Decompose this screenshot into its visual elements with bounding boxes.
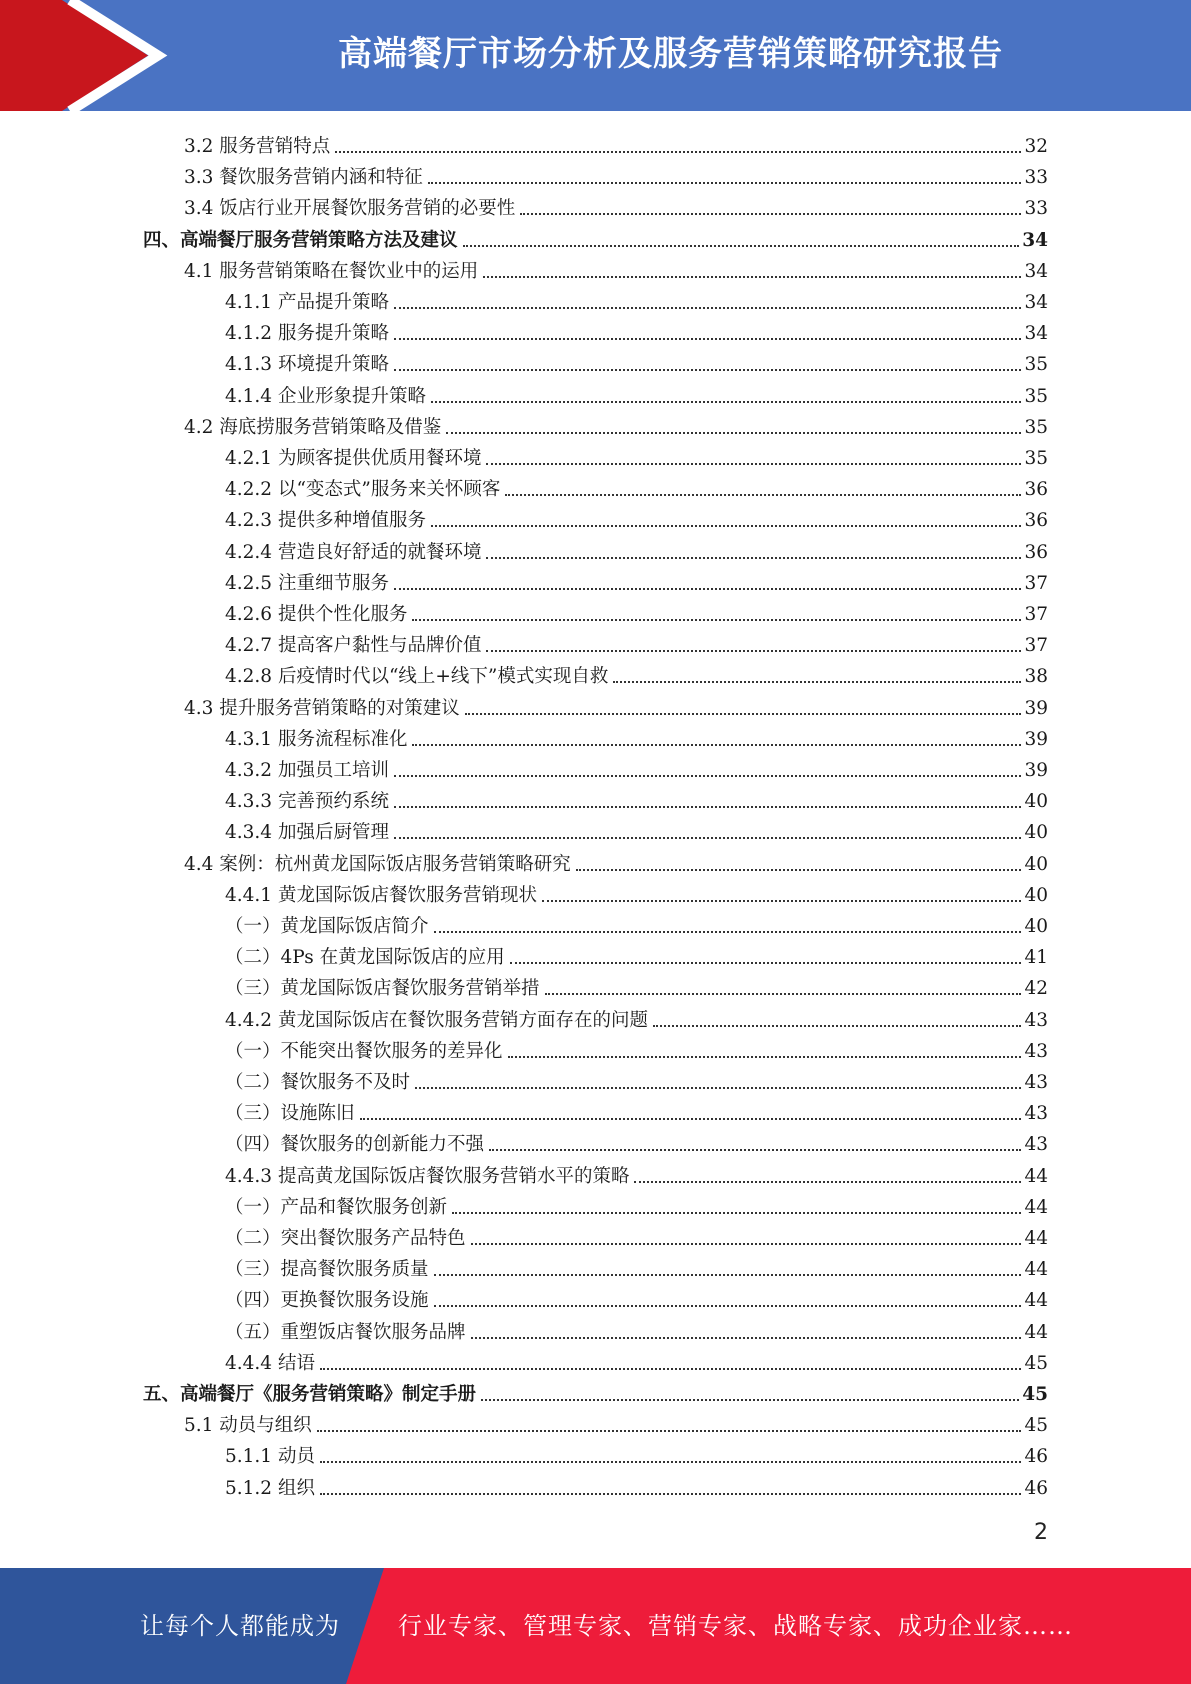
toc-entry[interactable] [225, 439, 1048, 470]
toc-entry-title: （三）黄龙国际饭店餐饮服务营销举措 [225, 978, 540, 1000]
toc-entry[interactable] [225, 876, 1048, 907]
toc-entry-title: 4.1.3 环境提升策略 [225, 354, 389, 376]
toc-entry[interactable] [143, 1375, 1048, 1406]
toc-entry-page: 45 [1022, 1384, 1048, 1405]
toc-leader-dots [394, 369, 1021, 371]
toc-entry-page: 36 [1024, 479, 1048, 501]
toc-leader-dots [634, 1181, 1021, 1183]
toc-entry-title: 4.1.2 服务提升策略 [225, 323, 389, 345]
toc-entry[interactable] [225, 720, 1048, 751]
footer-banner [0, 1568, 1191, 1684]
toc-entry-page: 33 [1024, 198, 1048, 220]
toc-entry-page: 34 [1024, 323, 1048, 345]
toc-entry-page: 40 [1024, 822, 1048, 844]
toc-leader-dots [434, 931, 1022, 933]
toc-entry[interactable] [225, 657, 1048, 688]
toc-entry-title: 4.2.4 营造良好舒适的就餐环境 [225, 541, 482, 563]
page-number: 2 [1034, 1520, 1048, 1545]
toc-entry[interactable] [225, 377, 1048, 408]
toc-entry[interactable] [225, 1094, 1048, 1125]
toc-entry[interactable] [184, 408, 1048, 439]
toc-entry-title: 5.1.2 组织 [225, 1477, 315, 1499]
toc-leader-dots [320, 1461, 1022, 1463]
toc-entry-page: 35 [1024, 448, 1048, 469]
toc-entry-page: 40 [1024, 853, 1048, 875]
toc-entry-title: 4.4.1 黄龙国际饭店餐饮服务营销现状 [225, 884, 537, 906]
toc-entry[interactable] [225, 1063, 1048, 1094]
toc-leader-dots [471, 1243, 1022, 1245]
toc-entry[interactable] [225, 595, 1048, 626]
toc-leader-dots [576, 869, 1022, 871]
toc-leader-dots [320, 1493, 1022, 1495]
toc-entry[interactable] [184, 1406, 1048, 1437]
toc-entry-page: 43 [1024, 1134, 1048, 1156]
toc-entry[interactable] [225, 345, 1048, 376]
toc-entry[interactable] [225, 969, 1048, 1000]
toc-entry-title: 四、高端餐厅服务营销策略方法及建议 [143, 229, 458, 251]
toc-entry[interactable] [184, 127, 1048, 158]
toc-entry-page: 36 [1024, 510, 1048, 532]
toc-leader-dots [394, 775, 1021, 777]
toc-entry-title: 4.4.4 结语 [225, 1352, 315, 1374]
toc-leader-dots [394, 307, 1021, 309]
toc-entry[interactable] [225, 564, 1048, 595]
toc-entry-page: 46 [1024, 1446, 1048, 1468]
toc-entry-title: 4.2.7 提高客户黏性与品牌价值 [225, 635, 482, 657]
toc-entry-title: 4.3 提升服务营销策略的对策建议 [184, 697, 460, 719]
toc-leader-dots [542, 900, 1021, 902]
toc-entry-page: 40 [1024, 916, 1048, 937]
toc-leader-dots [360, 1118, 1022, 1120]
toc-entry-title: （四）更换餐饮服务设施 [225, 1290, 429, 1312]
toc-entry-title: 4.1 服务营销策略在餐饮业中的运用 [184, 260, 479, 282]
toc-entry-page: 39 [1024, 760, 1048, 781]
toc-entry-page: 44 [1024, 1228, 1048, 1249]
toc-entry-page: 34 [1022, 229, 1048, 251]
toc-entry-page: 44 [1024, 1196, 1048, 1218]
toc-leader-dots [452, 1212, 1021, 1214]
toc-entry-title: 3.2 服务营销特点 [184, 136, 331, 157]
toc-entry-page: 45 [1024, 1352, 1048, 1374]
toc-entry-page: 33 [1024, 167, 1048, 189]
toc-leader-dots [428, 182, 1022, 184]
toc-leader-dots [489, 1149, 1021, 1151]
toc-entry-title: 4.2.8 后疫情时代以“线上+线下”模式实现自救 [225, 666, 609, 688]
toc-entry[interactable] [184, 845, 1048, 876]
toc-leader-dots [510, 962, 1022, 964]
toc-leader-dots [486, 650, 1021, 652]
toc-entry[interactable] [225, 626, 1048, 657]
toc-leader-dots [412, 619, 1021, 621]
toc-entry-page: 34 [1024, 260, 1048, 282]
toc-entry-page: 39 [1024, 728, 1048, 750]
toc-entry-page: 32 [1024, 136, 1048, 157]
toc-leader-dots [653, 1025, 1021, 1027]
toc-entry-title: 4.2 海底捞服务营销策略及借鉴 [184, 416, 442, 438]
toc-entry-page: 41 [1024, 947, 1048, 969]
toc-entry-page: 44 [1024, 1259, 1048, 1281]
toc-entry-title: 4.2.1 为顾客提供优质用餐环境 [225, 448, 482, 469]
toc-leader-dots [471, 1337, 1022, 1339]
toc-leader-dots [394, 588, 1021, 590]
toc-entry-title: 5.1.1 动员 [225, 1446, 315, 1468]
toc-entry[interactable] [225, 470, 1048, 501]
toc-entry[interactable] [225, 938, 1048, 969]
header-banner [0, 0, 1191, 111]
toc-entry[interactable] [225, 1313, 1048, 1344]
toc-entry-page: 43 [1024, 1040, 1048, 1062]
toc-entry-title: 4.4 案例：杭州黄龙国际饭店服务营销策略研究 [184, 853, 571, 875]
toc-entry-title: （一）不能突出餐饮服务的差异化 [225, 1040, 503, 1062]
toc-entry[interactable] [143, 221, 1048, 252]
toc-entry-title: 4.2.5 注重细节服务 [225, 572, 389, 594]
toc-entry-title: （一）黄龙国际饭店简介 [225, 916, 429, 937]
toc-leader-dots [394, 837, 1021, 839]
toc-leader-dots [481, 1399, 1019, 1401]
toc-entry-title: （四）餐饮服务的创新能力不强 [225, 1134, 485, 1156]
toc-entry-title: （三）设施陈旧 [225, 1103, 355, 1125]
toc-entry-page: 36 [1024, 541, 1048, 563]
toc-entry[interactable] [225, 1281, 1048, 1312]
toc-entry-page: 34 [1024, 292, 1048, 313]
toc-entry[interactable] [225, 1125, 1048, 1156]
toc-entry-page: 40 [1024, 791, 1048, 813]
toc-entry[interactable] [225, 813, 1048, 844]
toc-entry-title: （二）餐饮服务不及时 [225, 1072, 411, 1093]
toc-entry-title: 4.1.4 企业形象提升策略 [225, 385, 426, 407]
toc-leader-dots [415, 1087, 1021, 1089]
toc-leader-dots [320, 1368, 1022, 1370]
header-red-arrow [0, 0, 148, 111]
toc-entry-title: （三）提高餐饮服务质量 [225, 1259, 429, 1281]
toc-entry-page: 43 [1024, 1103, 1048, 1125]
toc-leader-dots [431, 525, 1021, 527]
toc-entry-page: 43 [1024, 1009, 1048, 1031]
toc-entry-title: 4.2.3 提供多种增值服务 [225, 510, 426, 532]
toc-entry-title: （一）产品和餐饮服务创新 [225, 1196, 448, 1218]
toc-leader-dots [545, 993, 1022, 995]
toc-entry[interactable] [225, 751, 1048, 782]
toc-entry-title: 4.4.3 提高黄龙国际饭店餐饮服务营销水平的策略 [225, 1165, 630, 1187]
report-title: 高端餐厅市场分析及服务营销策略研究报告 [338, 34, 1003, 74]
toc-leader-dots [486, 557, 1021, 559]
toc-leader-dots [394, 338, 1021, 340]
toc-entry[interactable] [225, 1219, 1048, 1250]
toc-entry-page: 37 [1024, 572, 1048, 594]
toc-entry-title: 五、高端餐厅《服务营销策略》制定手册 [143, 1384, 477, 1405]
toc-leader-dots [483, 276, 1021, 278]
toc-entry-title: 4.4.2 黄龙国际饭店在餐饮服务营销方面存在的问题 [225, 1009, 648, 1031]
toc-entry[interactable] [225, 283, 1048, 314]
toc-entry[interactable] [184, 158, 1048, 189]
toc-entry-page: 39 [1024, 697, 1048, 719]
toc-entry-page: 40 [1024, 884, 1048, 906]
toc-entry-title: 3.4 饭店行业开展餐饮服务营销的必要性 [184, 198, 516, 220]
toc-entry[interactable] [225, 1032, 1048, 1063]
toc-entry[interactable] [225, 907, 1048, 938]
toc-entry[interactable] [225, 1188, 1048, 1219]
footer-slogan-left: 让每个人都能成为 [140, 1612, 340, 1640]
toc-entry-title: 4.1.1 产品提升策略 [225, 292, 389, 313]
toc-entry-page: 37 [1024, 604, 1048, 625]
toc-entry-page: 37 [1024, 635, 1048, 657]
toc-leader-dots [486, 463, 1021, 465]
toc-entry-page: 35 [1024, 354, 1048, 376]
toc-leader-dots [412, 744, 1021, 746]
toc-entry-page: 44 [1024, 1165, 1048, 1187]
toc-entry-page: 44 [1024, 1321, 1048, 1343]
toc-entry[interactable] [225, 1001, 1048, 1032]
toc-entry-title: 4.2.2 以“变态式”服务来关怀顾客 [225, 479, 501, 501]
toc-entry-title: （二）突出餐饮服务产品特色 [225, 1228, 466, 1249]
toc-entry-page: 35 [1024, 385, 1048, 407]
toc-entry-page: 46 [1024, 1477, 1048, 1499]
toc-entry-title: 5.1 动员与组织 [184, 1415, 312, 1437]
toc-entry-title: 4.3.3 完善预约系统 [225, 791, 389, 813]
toc-entry-page: 35 [1024, 416, 1048, 438]
toc-leader-dots [335, 151, 1021, 153]
toc-leader-dots [431, 401, 1021, 403]
toc-leader-dots [317, 1430, 1022, 1432]
toc-leader-dots [520, 213, 1021, 215]
toc-entry-title: 4.2.6 提供个性化服务 [225, 604, 408, 625]
toc-entry[interactable] [225, 533, 1048, 564]
toc-entry[interactable] [225, 501, 1048, 532]
toc-leader-dots [434, 1274, 1022, 1276]
footer-slogan-right: 行业专家、管理专家、营销专家、战略专家、成功企业家…… [398, 1612, 1073, 1640]
toc-entry[interactable] [225, 1469, 1048, 1500]
toc-entry-page: 38 [1024, 666, 1048, 688]
toc-entry-title: 3.3 餐饮服务营销内涵和特征 [184, 167, 423, 189]
toc-entry[interactable] [184, 189, 1048, 220]
toc-entry-page: 42 [1024, 978, 1048, 1000]
toc-entry[interactable] [225, 782, 1048, 813]
toc-entry-title: 4.3.2 加强员工培训 [225, 760, 389, 781]
toc-leader-dots [613, 681, 1021, 683]
toc-entry-page: 43 [1024, 1072, 1048, 1093]
toc-entry[interactable] [225, 314, 1048, 345]
toc-leader-dots [446, 432, 1021, 434]
toc-entry-title: 4.3.4 加强后厨管理 [225, 822, 389, 844]
toc-entry[interactable] [184, 689, 1048, 720]
toc-entry-page: 45 [1024, 1415, 1048, 1437]
toc-leader-dots [434, 1305, 1022, 1307]
toc-entry[interactable] [225, 1157, 1048, 1188]
toc-entry[interactable] [184, 252, 1048, 283]
toc-entry-title: （五）重塑饭店餐饮服务品牌 [225, 1321, 466, 1343]
toc-leader-dots [465, 713, 1022, 715]
toc-entry-title: 4.3.1 服务流程标准化 [225, 728, 408, 750]
toc-entry-title: （二）4Ps 在黄龙国际饭店的应用 [225, 947, 505, 969]
toc-leader-dots [508, 1056, 1022, 1058]
toc-leader-dots [463, 245, 1020, 247]
toc-leader-dots [394, 806, 1021, 808]
toc-entry[interactable] [225, 1250, 1048, 1281]
toc-entry-page: 44 [1024, 1290, 1048, 1312]
toc-entry[interactable] [225, 1344, 1048, 1375]
toc-leader-dots [505, 494, 1021, 496]
toc-entry[interactable] [225, 1437, 1048, 1468]
